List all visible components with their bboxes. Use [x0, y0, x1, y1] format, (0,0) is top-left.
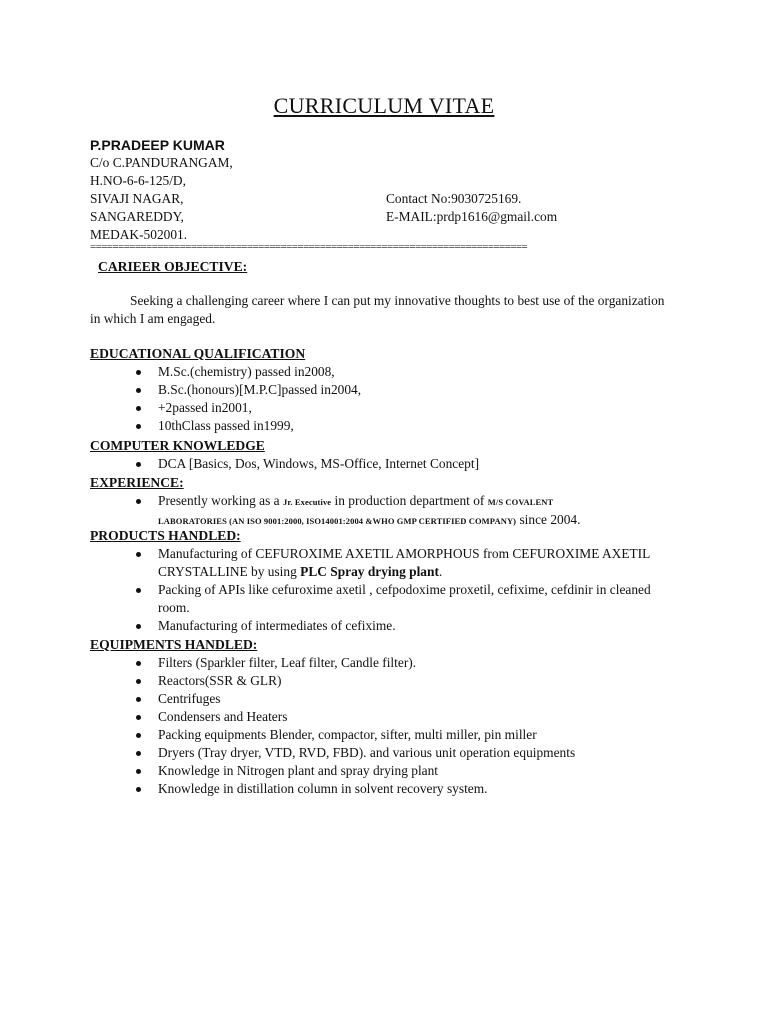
bullet-icon	[136, 406, 141, 411]
bullet-icon	[136, 697, 141, 702]
computer-list	[90, 455, 690, 473]
equipments-heading: EQUIPMENTS HANDLED:	[90, 637, 258, 652]
address-line: SANGAREDDY,	[90, 209, 184, 224]
list-item: Manufacturing of CEFUROXIME AXETIL AMORPHOUS from CEFUROXIME AXETIL CRYSTALLINE by using PLC Spray drying plant.	[90, 545, 680, 581]
equipments-list	[90, 654, 690, 798]
bullet-icon	[136, 769, 141, 774]
address-line: H.NO-6-6-125/D,	[90, 173, 186, 188]
bullet-icon	[136, 624, 141, 629]
education-section	[90, 345, 690, 435]
bullet-icon	[136, 679, 141, 684]
education-heading: EDUCATIONAL QUALIFICATION	[90, 346, 306, 361]
bullet-icon	[136, 424, 141, 429]
contact-email: E-MAIL:prdp1616@gmail.com	[386, 209, 558, 224]
list-item: Filters (Sparkler filter, Leaf filter, Candle filter).	[90, 654, 690, 672]
list-item: DCA [Basics, Dos, Windows, MS-Office, Internet Concept]	[90, 455, 690, 473]
education-list	[90, 363, 690, 435]
contact-block	[386, 190, 557, 226]
bullet-icon	[136, 661, 141, 666]
list-item: Packing equipments Blender, compactor, sifter, multi miller, pin miller	[90, 726, 690, 744]
plc-spray-text: PLC Spray drying plant	[300, 564, 439, 579]
bullet-icon	[136, 751, 141, 756]
experience-heading: EXPERIENCE:	[90, 475, 184, 490]
computer-section	[90, 437, 690, 473]
list-item: Knowledge in distillation column in solvent recovery system.	[90, 780, 690, 798]
products-list	[90, 545, 680, 635]
list-item: Reactors(SSR & GLR)	[90, 672, 690, 690]
bullet-icon	[136, 499, 141, 504]
list-item: Presently working as a Jr. Executive in production department of M/S COVALENT LABORATORIES (AN ISO 9001:2000, ISO14001:2004 &WHO GMP CERTIFIED COMPANY) since 2004.	[90, 492, 690, 530]
bullet-icon	[136, 388, 141, 393]
separator-line: ==============================================================================	[90, 241, 528, 253]
role-text: Jr. Executive	[282, 497, 332, 507]
objective-heading: CARIEER OBJECTIVE:	[98, 259, 248, 274]
bullet-icon	[136, 715, 141, 720]
address-block	[90, 154, 233, 244]
company-details: LABORATORIES (AN ISO 9001:2000, ISO14001:2004 &WHO GMP CERTIFIED COMPANY)	[158, 516, 517, 526]
list-item: M.Sc.(chemistry) passed in2008,	[90, 363, 690, 381]
bullet-icon	[136, 787, 141, 792]
contact-phone: Contact No:9030725169.	[386, 191, 522, 206]
bullet-icon	[136, 552, 141, 557]
bullet-icon	[136, 733, 141, 738]
list-item: Packing of APIs like cefuroxime axetil , cefpodoxime proxetil, cefixime, cefdinir in cleaned room.	[90, 581, 680, 617]
candidate-name: P.PRADEEP KUMAR	[90, 137, 225, 153]
list-item: Manufacturing of intermediates of cefixime.	[90, 617, 680, 635]
computer-heading: COMPUTER KNOWLEDGE	[90, 438, 265, 453]
list-item: +2passed in2001,	[90, 399, 690, 417]
bullet-icon	[136, 588, 141, 593]
list-item: B.Sc.(honours)[M.P.C]passed in2004,	[90, 381, 690, 399]
products-section	[90, 527, 690, 635]
page-title: CURRICULUM VITAE	[273, 93, 495, 118]
list-item: Knowledge in Nitrogen plant and spray drying plant	[90, 762, 690, 780]
objective-text: Seeking a challenging career where I can put my innovative thoughts to best use of the organization in which I am engaged.	[90, 293, 665, 326]
bullet-icon	[136, 462, 141, 467]
products-heading: PRODUCTS HANDLED:	[90, 528, 241, 543]
address-line: C/o C.PANDURANGAM,	[90, 155, 233, 170]
experience-section	[90, 474, 690, 530]
bullet-icon	[136, 370, 141, 375]
list-item: 10thClass passed in1999,	[90, 417, 690, 435]
list-item: Centrifuges	[90, 690, 690, 708]
address-line: SIVAJI NAGAR,	[90, 191, 184, 206]
equipments-section	[90, 636, 690, 798]
experience-list	[90, 492, 690, 530]
company-name: M/S COVALENT	[487, 497, 554, 507]
address-line: MEDAK-502001.	[90, 227, 188, 242]
list-item: Condensers and Heaters	[90, 708, 690, 726]
list-item: Dryers (Tray dryer, VTD, RVD, FBD). and various unit operation equipments	[90, 744, 690, 762]
